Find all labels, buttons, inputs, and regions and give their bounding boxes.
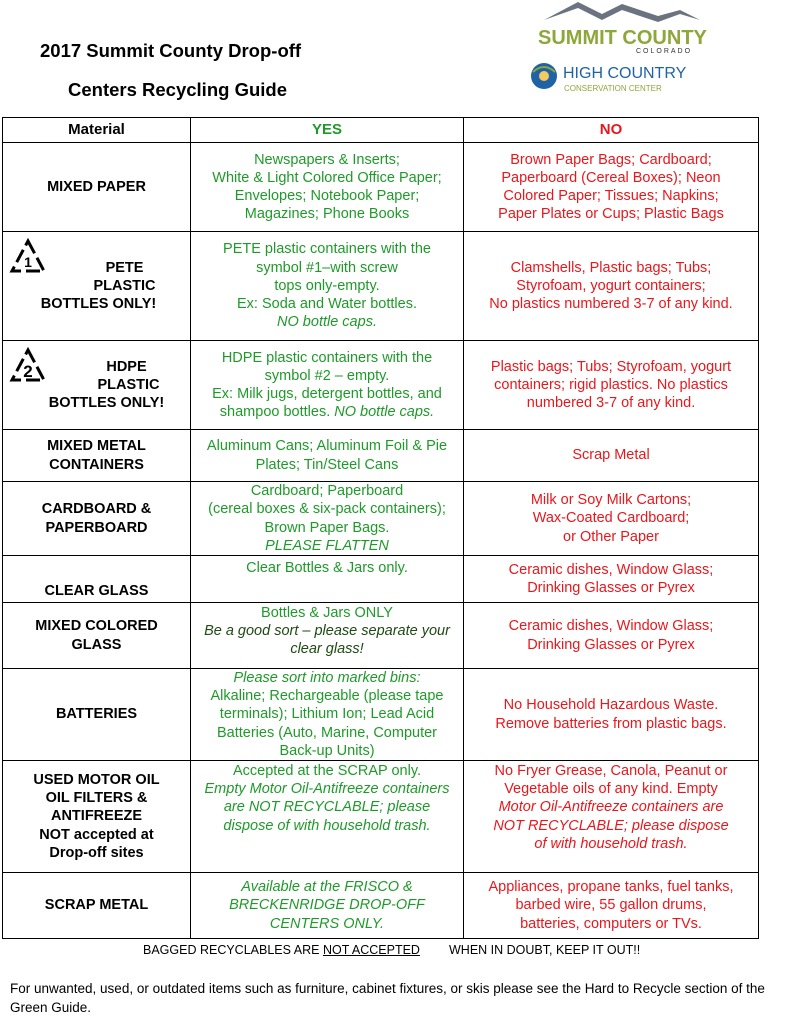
logo-conservation-center: CONSERVATION CENTER (564, 84, 662, 93)
when-in-doubt-text: WHEN IN DOUBT, KEEP IT OUT!! (449, 943, 641, 957)
no-line: or Other Paper (563, 528, 659, 545)
header-yes: YES (191, 118, 464, 143)
bagged-prefix: BAGGED RECYCLABLES ARE (143, 943, 323, 957)
yes-cell (191, 482, 464, 556)
no-line: No Household Hazardous Waste. (503, 697, 719, 714)
table-row (3, 556, 759, 603)
yes-line: Ex: Soda and Water bottles. (236, 296, 417, 313)
table-row (3, 482, 759, 556)
yes-line: PLEASE FLATTEN (265, 537, 389, 554)
yes-line: Alkaline; Rechargeable (please tape (210, 688, 444, 705)
no-cell (464, 232, 759, 341)
material-cell (3, 232, 191, 341)
no-line: Styrofoam, yogurt containers; (516, 277, 706, 294)
yes-cell (191, 761, 464, 873)
yes-cell (191, 603, 464, 669)
material-label: MIXED PAPER (47, 178, 146, 195)
yes-line: Brown Paper Bags. (264, 519, 390, 536)
material-label: GLASS (71, 636, 122, 653)
yes-cell (191, 341, 464, 430)
no-line: Ceramic dishes, Window Glass; (508, 618, 714, 635)
no-line: numbered 3-7 of any kind. (526, 395, 696, 412)
no-line: barbed wire, 55 gallon drums, (515, 897, 707, 914)
yes-line: Please sort into marked bins: (233, 670, 421, 686)
material-label: NOT accepted at (39, 826, 154, 843)
yes-line: terminals); Lithium Ion; Lead Acid (219, 706, 435, 723)
no-line: Paper Plates or Cups; Plastic Bags (498, 206, 724, 223)
yes-line: Back-up Units) (279, 742, 375, 759)
table-row (3, 232, 759, 341)
yes-line: BRECKENRIDGE DROP-OFF (229, 897, 425, 914)
material-cell (3, 556, 191, 603)
table-row (3, 341, 759, 430)
material-label: MIXED METAL (47, 438, 146, 455)
no-line: Drinking Glasses or Pyrex (527, 636, 695, 653)
material-label: CONTAINERS (49, 456, 144, 473)
material-cell (3, 873, 191, 939)
yes-line: White & Light Colored Office Paper; (212, 169, 442, 186)
yes-line: Aluminum Cans; Aluminum Foil & Pie (206, 438, 448, 455)
material-label: OIL FILTERS & (45, 790, 148, 807)
no-line: Remove batteries from plastic bags. (495, 715, 727, 732)
yes-cell (191, 669, 464, 761)
yes-line: dispose of with household trash. (223, 817, 431, 834)
material-label: BOTTLES ONLY! (40, 296, 157, 313)
no-cell (464, 556, 759, 603)
yes-line: Batteries (Auto, Marine, Computer (216, 724, 437, 741)
table-row (3, 761, 759, 873)
no-line: No plastics numbered 3-7 of any kind. (489, 296, 733, 313)
no-line: Appliances, propane tanks, fuel tanks, (488, 879, 734, 896)
yes-cell (191, 232, 464, 341)
yes-cell (191, 143, 464, 232)
table-row (3, 873, 759, 939)
material-cell (3, 669, 191, 761)
no-line: Motor Oil-Antifreeze containers are (498, 799, 724, 816)
no-line: Scrap Metal (572, 447, 650, 464)
not-accepted-text: NOT ACCEPTED (322, 943, 420, 957)
no-line: batteries, computers or TVs. (520, 915, 702, 932)
yes-line: Accepted at the SCRAP only. (232, 763, 422, 780)
material-label: MIXED COLORED (35, 618, 158, 635)
yes-line: Magazines; Phone Books (244, 206, 410, 223)
footer-note: For unwanted, used, or outdated items such as furniture, cabinet fixtures, or skis please see the Hard to Recycle section of the Green Guide. (10, 981, 765, 1015)
yes-line: HDPE plastic containers with the (221, 349, 433, 366)
material-label: ANTIFREEZE (50, 808, 143, 825)
yes-line: Plates; Tin/Steel Cans (255, 456, 399, 473)
material-label: CARDBOARD & (41, 501, 152, 518)
recycling-guide-table (2, 117, 759, 939)
recycle-symbol-2-icon (9, 347, 47, 387)
no-cell (464, 143, 759, 232)
recycle-number: 1 (24, 254, 32, 270)
no-line: Clamshells, Plastic bags; Tubs; (510, 259, 712, 276)
no-cell (464, 761, 759, 873)
material-label: PAPERBOARD (45, 519, 148, 536)
material-label: SCRAP METAL (44, 897, 149, 914)
material-cell (3, 482, 191, 556)
recycle-symbol-1-icon (9, 238, 47, 278)
material-label: BOTTLES ONLY! (48, 395, 165, 412)
yes-line: symbol #2 – empty. (264, 367, 390, 384)
table-row (3, 143, 759, 232)
logo-high-country: HIGH COUNTRY (563, 65, 687, 82)
no-line: Ceramic dishes, Window Glass; (508, 561, 714, 578)
no-line: Paperboard (Cereal Boxes); Neon (501, 169, 721, 186)
logo-colorado: COLORADO (636, 48, 693, 55)
table-header-row (3, 118, 759, 143)
yes-line: CENTERS ONLY. (269, 915, 385, 932)
header-material: Material (3, 118, 191, 143)
no-cell (464, 341, 759, 430)
table-row (3, 430, 759, 482)
material-label: HDPE (106, 358, 147, 375)
yes-line: Empty Motor Oil-Antifreeze containers (204, 781, 450, 798)
yes-line: NO bottle caps. (334, 404, 435, 421)
yes-cell (191, 873, 464, 939)
header-no: NO (464, 118, 759, 143)
yes-line: Newspapers & Inserts; (254, 151, 400, 168)
material-cell (3, 430, 191, 482)
yes-line: symbol #1–with screw (256, 259, 398, 276)
no-line: No Fryer Grease, Canola, Peanut or (494, 763, 728, 780)
yes-line: Ex: Milk jugs, detergent bottles, and (212, 386, 442, 402)
no-line: Wax-Coated Cardboard; (532, 510, 690, 527)
no-line: containers; rigid plastics. No plastics (494, 376, 728, 393)
no-cell (464, 430, 759, 482)
no-line: of with household trash. (534, 835, 688, 852)
no-line: Plastic bags; Tubs; Styrofoam, yogurt (490, 358, 732, 375)
material-cell (3, 761, 191, 873)
material-label: Drop-off sites (49, 844, 144, 861)
no-line: Colored Paper; Tissues; Napkins; (503, 188, 719, 204)
recycle-number: 2 (23, 362, 33, 381)
no-line: Vegetable oils of any kind. Empty (504, 781, 718, 798)
no-line: Milk or Soy Milk Cartons; (530, 492, 692, 509)
material-label: USED MOTOR OIL (33, 772, 160, 788)
no-line: Brown Paper Bags; Cardboard; (510, 151, 712, 168)
yes-cell (191, 556, 464, 603)
material-label: PLASTIC (93, 277, 156, 294)
yes-line: clear glass! (290, 641, 364, 658)
material-label: BATTERIES (55, 706, 138, 723)
no-cell (464, 603, 759, 669)
yes-line: Be a good sort – please separate your (204, 623, 450, 640)
no-line: Drinking Glasses or Pyrex (527, 580, 695, 596)
logo-summit-county: SUMMIT COUNTY (538, 27, 707, 49)
yes-line: shampoo bottles. (219, 404, 331, 421)
yes-line: (cereal boxes & six-pack containers); (208, 501, 446, 518)
page-title-line1: 2017 Summit County Drop-off (40, 40, 302, 61)
no-cell (464, 669, 759, 761)
material-cell (3, 143, 191, 232)
material-label: PETE (105, 259, 144, 276)
yes-line: are NOT RECYCLABLE; please (223, 799, 431, 816)
yes-line: NO bottle caps. (277, 314, 377, 331)
yes-line: Clear Bottles & Jars only. (246, 560, 408, 576)
yes-cell (191, 430, 464, 482)
no-cell (464, 482, 759, 556)
table-row (3, 669, 759, 761)
page-title-line2: Centers Recycling Guide (68, 79, 287, 100)
no-cell (464, 873, 759, 939)
yes-line: Cardboard; Paperboard (250, 483, 404, 500)
material-cell (3, 341, 191, 430)
yes-line: Available at the FRISCO & (241, 879, 413, 896)
material-cell (3, 603, 191, 669)
no-line: NOT RECYCLABLE; please dispose (493, 817, 729, 834)
yes-line: Bottles & Jars ONLY (261, 605, 393, 621)
material-label: PLASTIC (97, 376, 160, 393)
yes-line: PETE plastic containers with the (223, 241, 431, 258)
yes-line: Envelopes; Notebook Paper; (234, 188, 420, 204)
yes-line: tops only-empty. (274, 277, 380, 294)
material-label: CLEAR GLASS (44, 582, 149, 599)
summit-county-hccc-logo (530, 0, 730, 110)
table-row (3, 603, 759, 669)
